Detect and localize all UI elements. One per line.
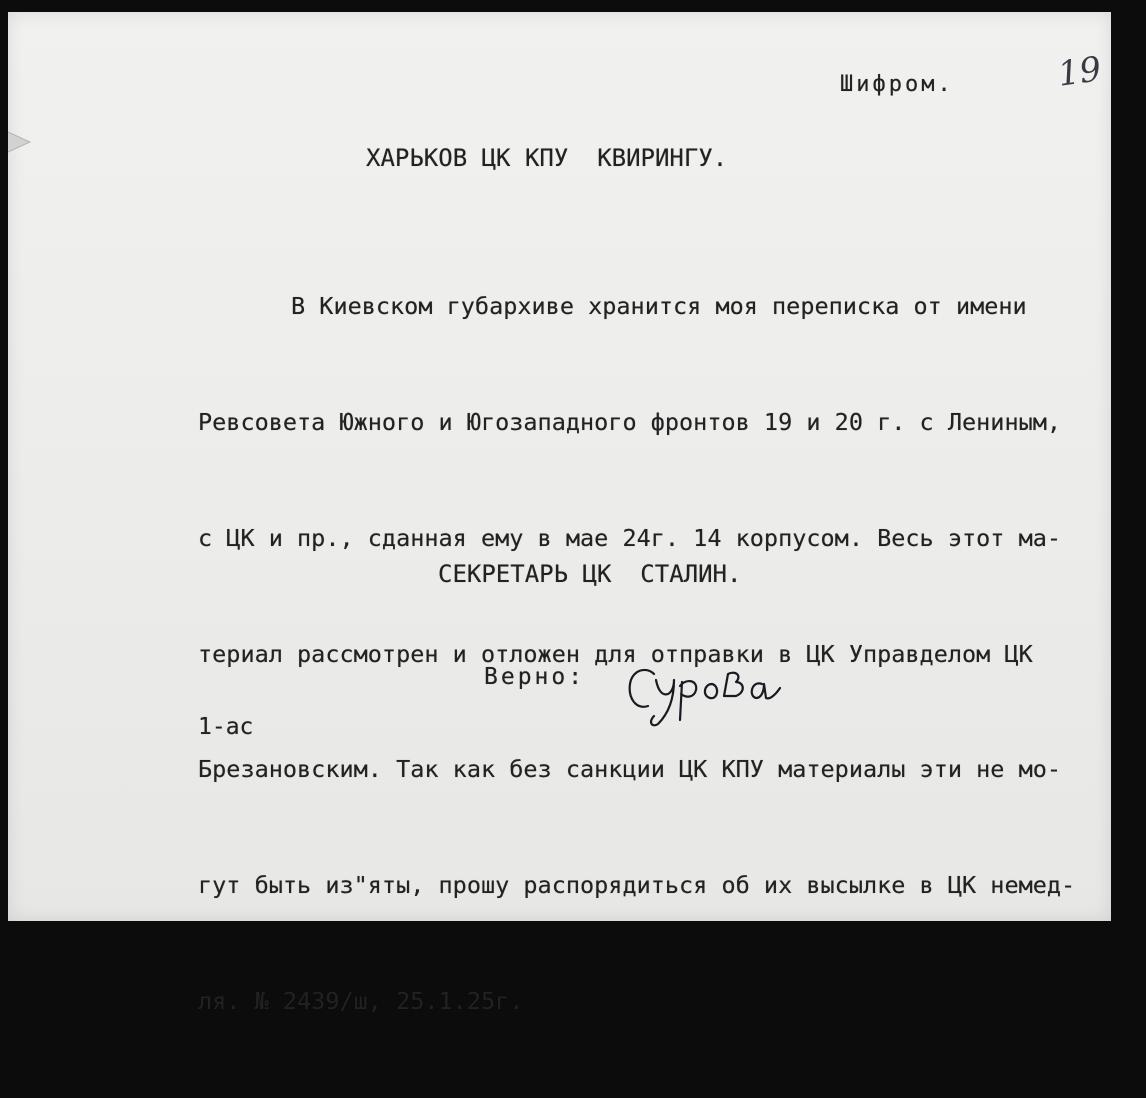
copy-code: 1-ас xyxy=(198,714,254,740)
handwritten-signature xyxy=(620,650,790,730)
verified-label: Верно: xyxy=(484,664,586,690)
body-line: с ЦК и пр., сданная ему в мае 24г. 14 корпусом. Весь этот ма- xyxy=(198,523,1062,552)
telegram-address: ХАРЬКОВ ЦК КПУ КВИРИНГУ. xyxy=(366,144,728,172)
signatory-line: СЕКРЕТАРЬ ЦК СТАЛИН. xyxy=(438,560,742,588)
body-line: Ревсовета Южного и Югозападного фронтов 19 и 20 г. с Лениным, xyxy=(198,407,1062,436)
body-line: ля. № 2439/ш, 25.1.25г. xyxy=(198,986,524,1015)
cipher-mark: Шифром. xyxy=(840,72,954,97)
document-page xyxy=(8,12,1111,1015)
body-line: гут быть из"яты, прошу распорядиться об их высылке в ЦК немед- xyxy=(198,871,1076,900)
body-line: В Киевском губархиве хранится моя переписка от имени xyxy=(291,292,1027,321)
paper-crease-mark xyxy=(8,130,34,154)
archive-page-number: 19 xyxy=(1055,49,1104,95)
body-line: Брезановским. Так как без санкции ЦК КПУ материалы эти не мо- xyxy=(198,755,1062,784)
body-line: териал рассмотрен и отложен для отправки в ЦК Управделом ЦК xyxy=(198,639,1033,668)
